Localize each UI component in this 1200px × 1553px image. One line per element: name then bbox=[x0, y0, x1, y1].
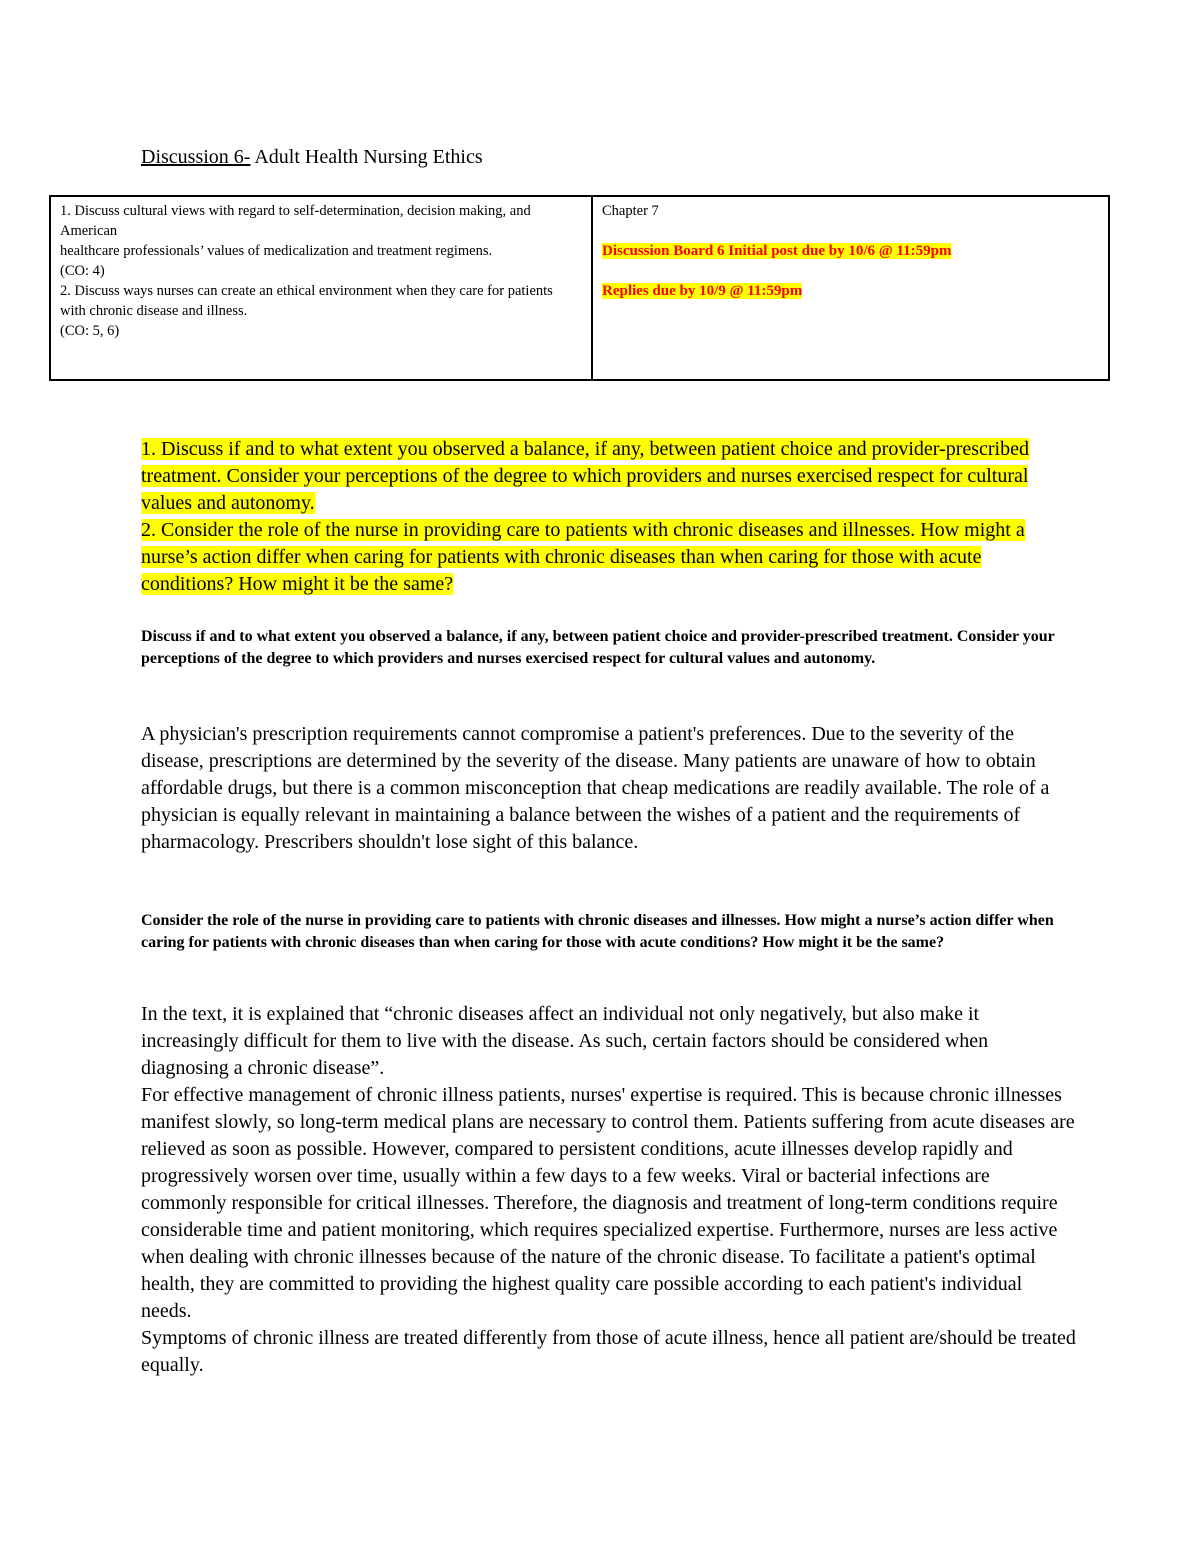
objective-line: 2. Discuss ways nurses can create an ethical environment when they care for patients with chronic disease and illness. bbox=[60, 283, 553, 319]
highlighted-questions bbox=[141, 436, 1071, 598]
title-lead: Discussion 6- bbox=[141, 146, 251, 168]
replies-due: Replies due by 10/9 @ 11:59pm bbox=[602, 283, 803, 299]
objectives-cell bbox=[50, 196, 592, 380]
objective-line: (CO: 4) bbox=[60, 263, 105, 279]
assignment-table bbox=[49, 195, 1110, 381]
page-title bbox=[141, 144, 483, 170]
objective-line: healthcare professionals’ values of medicalization and treatment regimens. bbox=[60, 243, 493, 259]
initial-post-due: Discussion Board 6 Initial post due by 10/6 @ 11:59pm bbox=[602, 243, 952, 259]
due-dates-cell bbox=[592, 196, 1109, 380]
answer-2-paragraph: In the text, it is explained that “chronic diseases affect an individual not only negatively, but also make it increasingly difficult for them to live with the disease. As such, certain factors should be considered when diagnosing a chronic disease”. bbox=[141, 1003, 989, 1079]
objective-line: (CO: 5, 6) bbox=[60, 323, 120, 339]
answer-2 bbox=[141, 1001, 1076, 1379]
objective-line: 1. Discuss cultural views with regard to self-determination, decision making, and American bbox=[60, 203, 531, 239]
question-2-heading: Consider the role of the nurse in providing care to patients with chronic diseases and illnesses. How might a nurse’s action differ when caring for patients with chronic diseases than when caring for those with acute conditions? How might it be the same? bbox=[141, 912, 1054, 951]
answer-2-paragraph: For effective management of chronic illness patients, nurses' expertise is required. This is because chronic illnesses manifest slowly, so long-term medical plans are necessary to control them. Patients suffering from acute diseases are relieved as soon as possible. However, compared to persistent conditions, acute illnesses develop rapidly and progressively worsen over time, usually within a few days to a few weeks. Viral or bacterial infections are commonly responsible for critical illnesses. Therefore, the diagnosis and treatment of long-term conditions require considerable time and patient monitoring, which requires specialized expertise. Furthermore, nurses are less active when dealing with chronic illnesses because of the nature of the chronic disease. To facilitate a patient's optimal health, they are committed to providing the highest quality care possible according to each patient's individual needs. bbox=[141, 1084, 1075, 1322]
chapter-label: Chapter 7 bbox=[602, 203, 659, 219]
highlighted-questions-text: 1. Discuss if and to what extent you observed a balance, if any, between patient choice and provider-prescribed treatment. Consider your perceptions of the degree to which providers and nurses exercised respect for cultural values and autonomy. 2. Consider the role of the nurse in providing care to patients with chronic diseases and illnesses. How might a nurse’s action differ when caring for patients with chronic diseases than when caring for those with acute conditions? How might it be the same? bbox=[141, 438, 1029, 595]
question-1-heading: Discuss if and to what extent you observed a balance, if any, between patient choice and provider-prescribed treatment. Consider your perceptions of the degree to which providers and nurses exercised respect for cultural values and autonomy. bbox=[141, 628, 1055, 667]
title-rest: Adult Health Nursing Ethics bbox=[250, 146, 483, 168]
answer-2-paragraph: Symptoms of chronic illness are treated differently from those of acute illness, hence all patient are/should be treated equally. bbox=[141, 1327, 1076, 1376]
answer-1: A physician's prescription requirements cannot compromise a patient's preferences. Due to the severity of the disease, prescriptions are determined by the severity of the disease. Many patients are unaware of how to obtain affordable drugs, but there is a common misconception that cheap medications are readily available. The role of a physician is equally relevant in maintaining a balance between the wishes of a patient and the requirements of pharmacology. Prescribers shouldn't lose sight of this balance. bbox=[141, 723, 1050, 853]
